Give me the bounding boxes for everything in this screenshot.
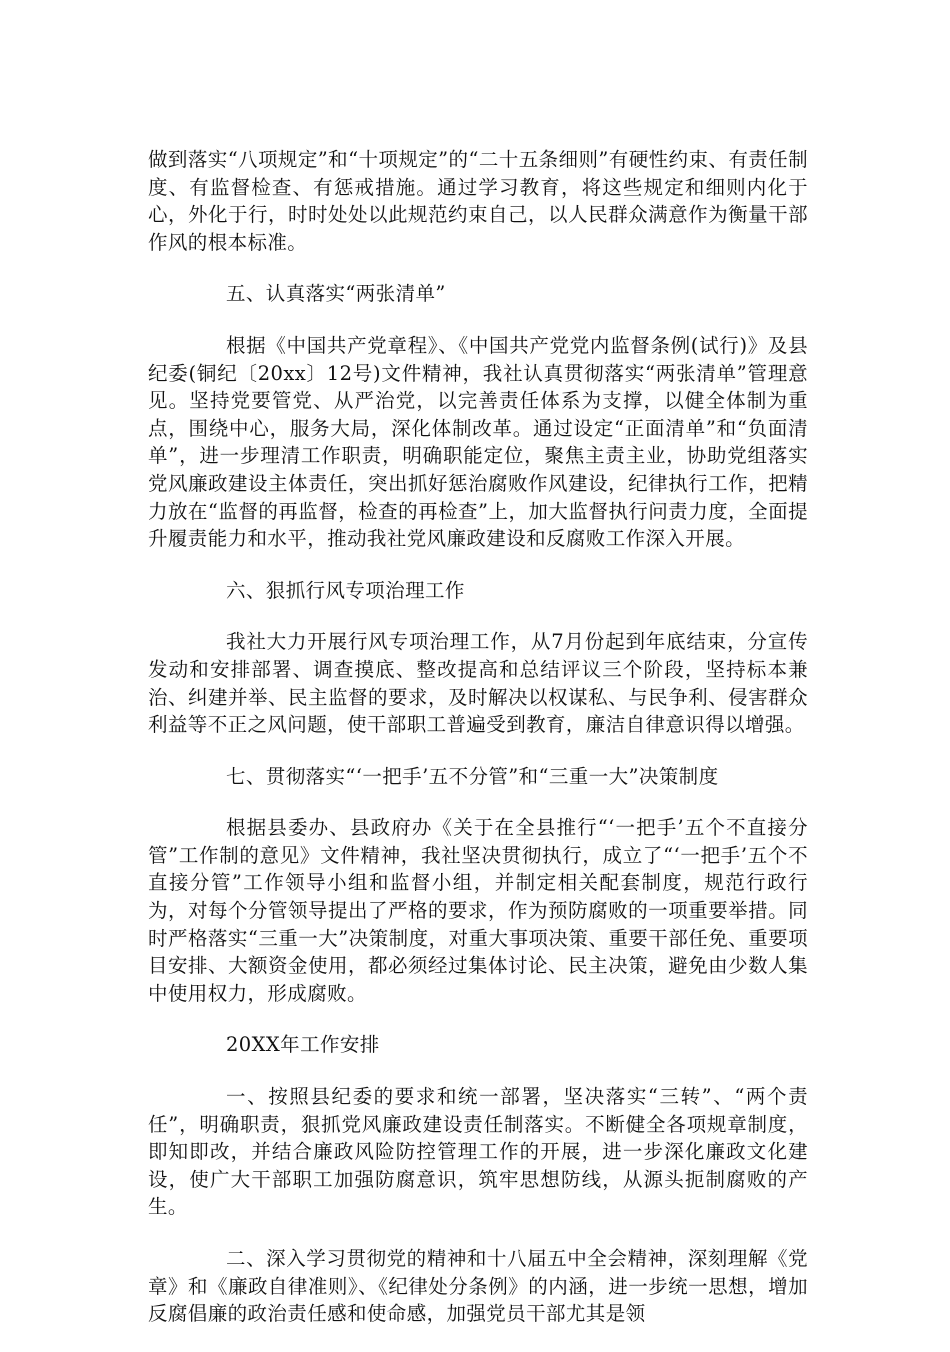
paragraph-plan-two: 二、深入学习贯彻党的精神和十八届五中全会精神，深刻理解《党章》和《廉政自律准则》、《纪律处分条例》的内涵，进一步统一思想，增加反腐倡廉的政治责任感和使命感，加强党员干部尤其是领 xyxy=(148,1247,808,1326)
paragraph-plan-one: 一、按照县纪委的要求和统一部署，坚决落实“三转”、“两个责任”，明确职责，狠抓党风廉政建设责任制落实。不断健全各项规章制度，即知即改，并结合廉政风险防控管理工作的开展，进一步深化廉政文化建设，使广大干部职工加强防腐意识，筑牢思想防线，从源头扼制腐败的产生。 xyxy=(148,1085,808,1219)
paragraph-decision-system: 根据县委办、县政府办《关于在全县推行“‘一把手’五个不直接分管”工作制的意见》文件精神，我社坚决贯彻执行，成立了“‘一把手’五个不直接分管”工作领导小组和监督小组，并制定相关配套制度，规范行政行为，对每个分管领导提出了严格的要求，作为预防腐败的一项重要举措。同时严格落实“三重一大”决策制度，对重大事项决策、重要干部任免、重要项目安排、大额资金使用，都必须经过集体讨论、民主决策，避免由少数人集中使用权力，形成腐败。 xyxy=(148,816,808,1005)
section-heading-work-plan: 20XX年工作安排 xyxy=(226,1033,380,1057)
section-heading-six: 六、狠抓行风专项治理工作 xyxy=(226,578,465,602)
paragraph-conduct-governance: 我社大力开展行风专项治理工作，从7月份起到年底结束，分宣传发动和安排部署、调查摸底、整改提高和总结评议三个阶段，坚持标本兼治、纠建并举、民主监督的要求，及时解决以权谋私、与民争利、侵害群众利益等不正之风问题，使干部职工普遍受到教育，廉洁自律意识得以增强。 xyxy=(148,630,808,737)
document-body xyxy=(148,146,808,1352)
paragraph-two-lists: 根据《中国共产党章程》、《中国共产党党内监督条例(试行)》及县纪委(铜纪〔20xx〕12号)文件精神，我社认真贯彻落实“两张清单”管理意见。坚持党要管党、从严治党，以完善责任体系为支撑，以健全体制为重点，围绕中心，服务大局，深化体制改革。通过设定“正面清单”和“负面清单”，进一步理清工作职责，明确职能定位，聚焦主责主业，协助党组落实党风廉政建设主体责任，突出抓好惩治腐败作风建设，纪律执行工作，把精力放在“监督的再监督，检查的再检查”上，加大监督执行问责力度，全面提升履责能力和水平，推动我社党风廉政建设和反腐败工作深入开展。 xyxy=(148,333,808,551)
section-heading-five: 五、认真落实“两张清单” xyxy=(226,282,446,306)
section-heading-seven: 七、贯彻落实“‘一把手’五不分管”和“三重一大”决策制度 xyxy=(226,764,719,788)
paragraph-continuation: 做到落实“八项规定”和“十项规定”的“二十五条细则”有硬性约束、有责任制度、有监督检查、有惩戒措施。通过学习教育，将这些规定和细则内化于心，外化于行，时时处处以此规范约束自己，以人民群众满意作为衡量干部作风的根本标准。 xyxy=(148,148,808,254)
